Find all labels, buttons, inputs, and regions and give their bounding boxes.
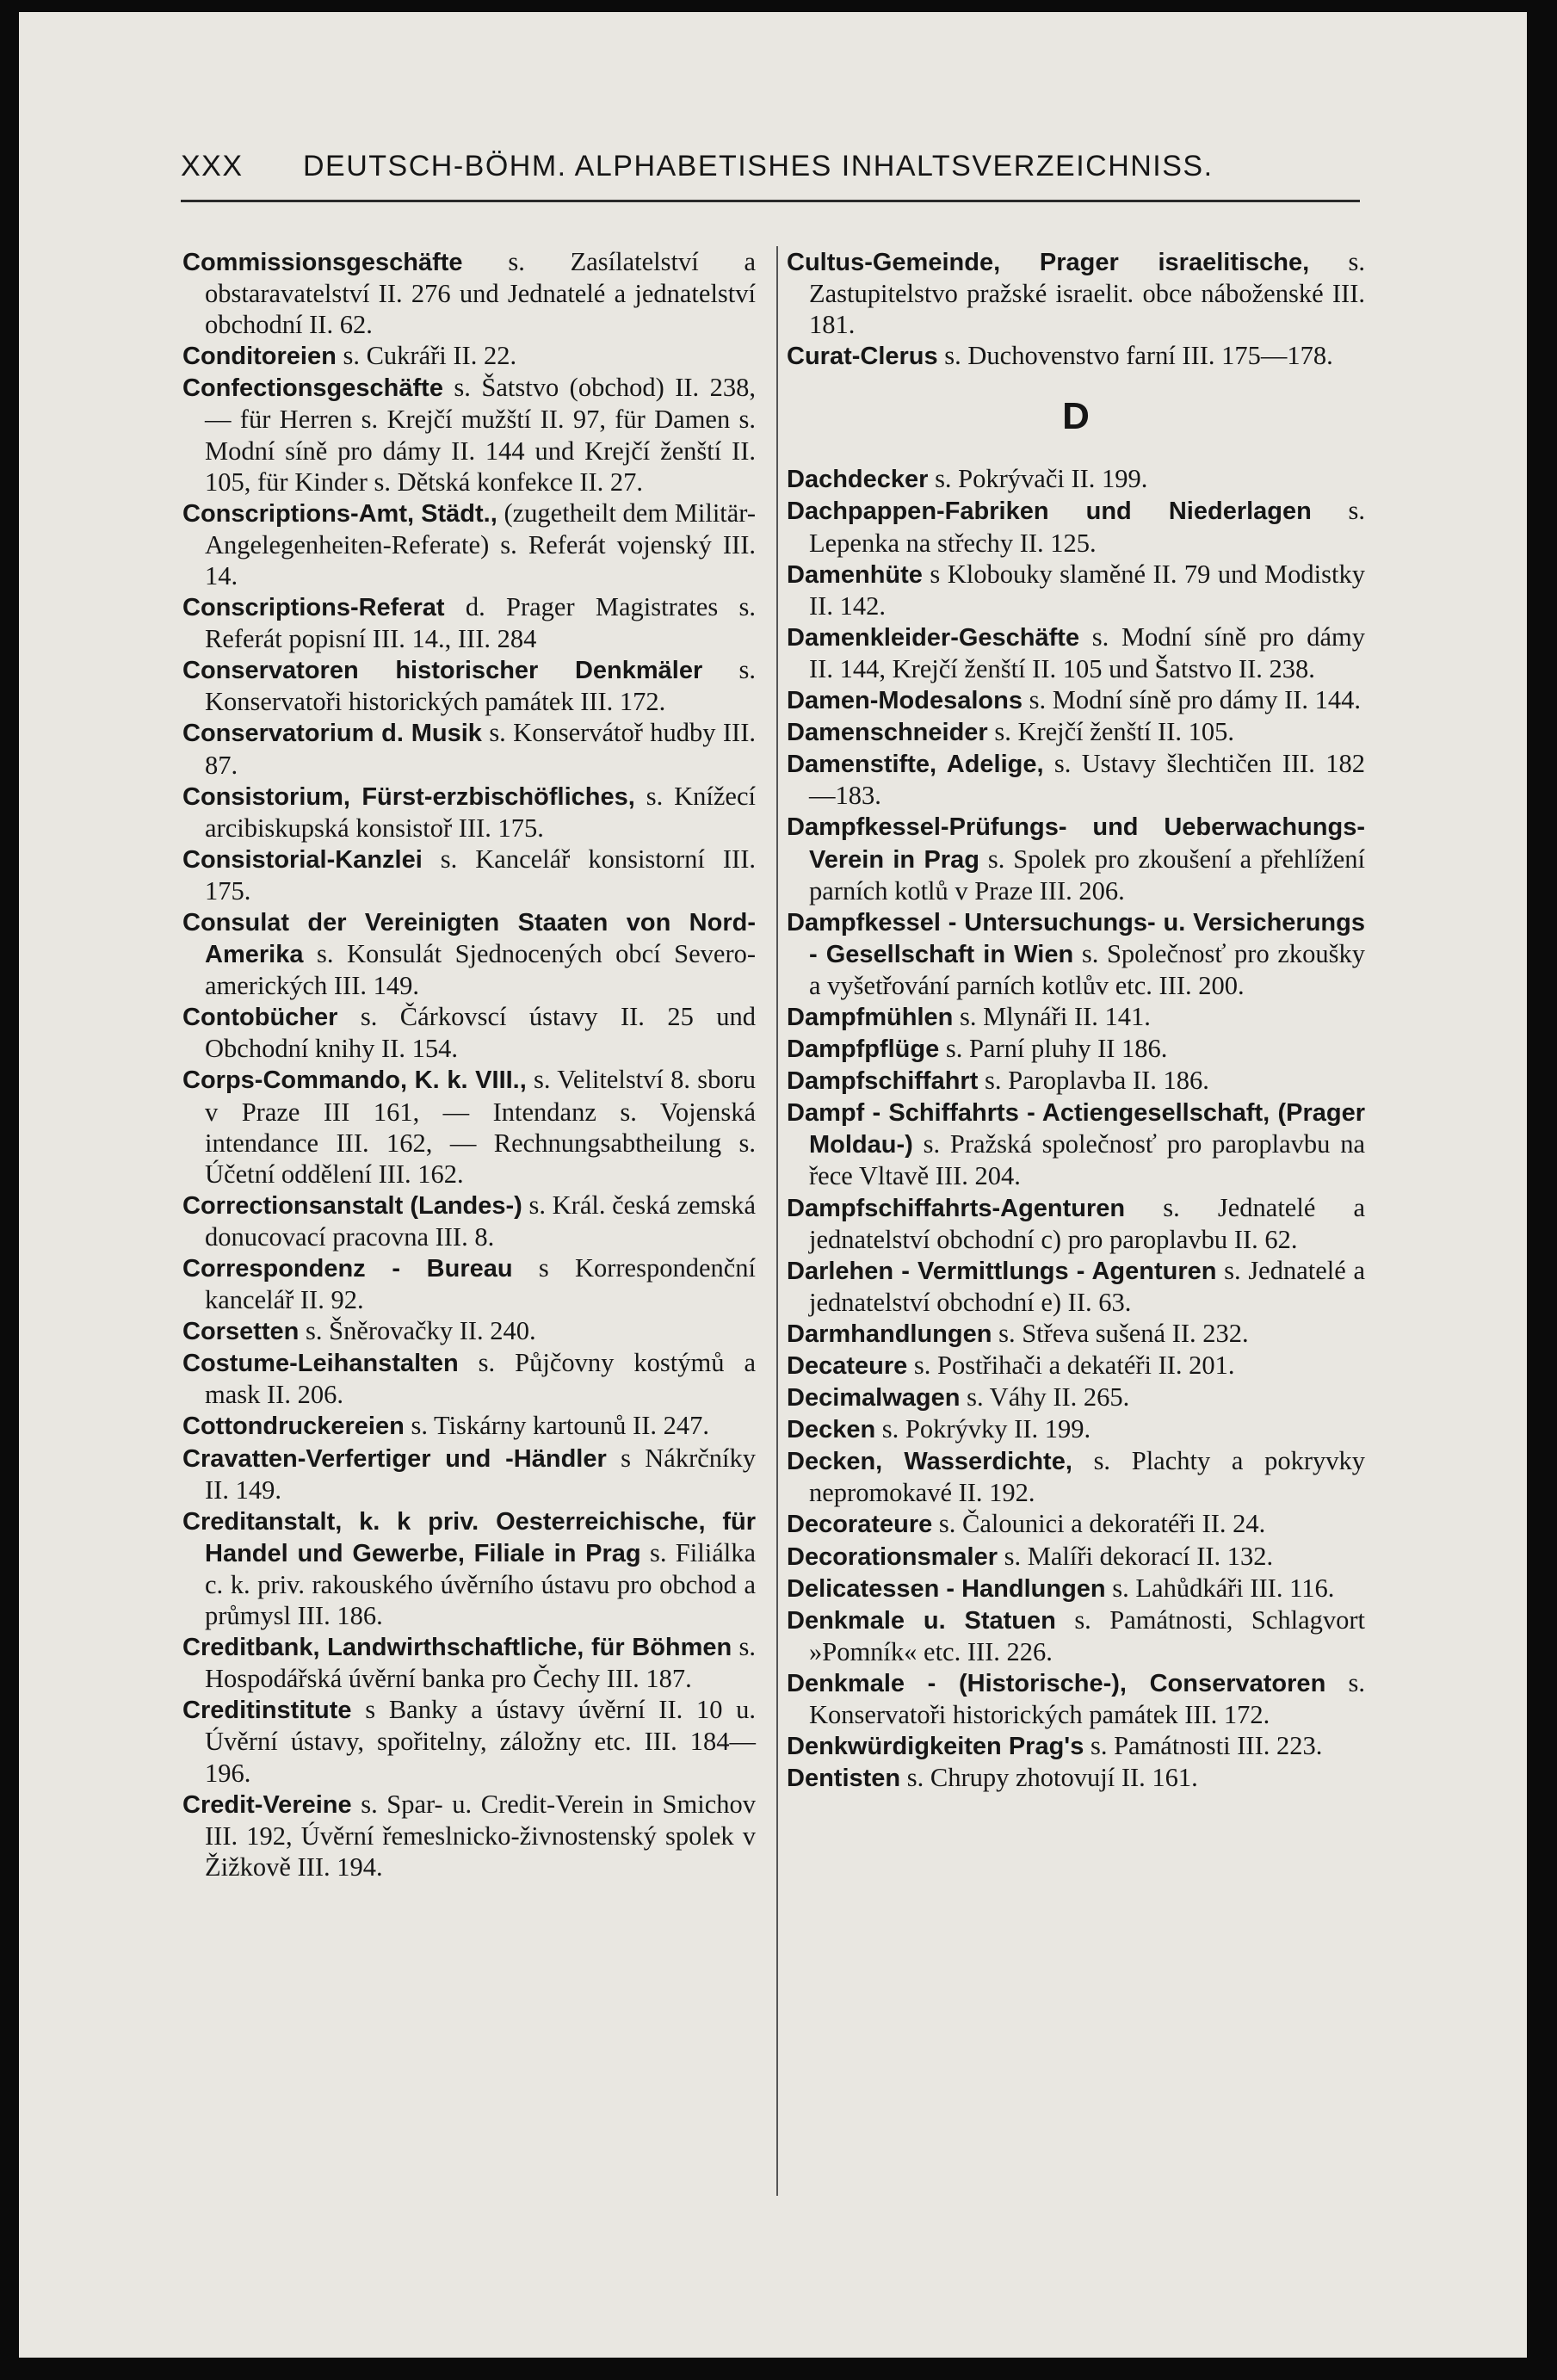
entry-term: Conservatorium d. Musik [182,720,482,748]
entry-reference: s. Váhy II. 265. [967,1382,1130,1413]
entry-term: Credit-Vereine [182,1790,352,1819]
entry-term: Cottondruckereien [182,1413,405,1441]
left-column [182,246,756,1882]
entry-term: Denkmale u. Statuen [787,1606,1056,1635]
column-divider [776,246,778,2196]
entry-reference: s. Jednatelé a jednatelství obchodní c) pro paroplavbu II. 62. [809,1192,1366,1254]
entry-reference: s. Král. česká zemská donucovací pracovna III. 8. [205,1190,756,1252]
index-entry [787,1508,1365,1540]
index-entry [787,906,1365,1001]
entry-term: Delicatessen - Handlungen [787,1574,1106,1603]
entry-term: Dachpappen-Fabriken und Niederlagen [787,498,1312,526]
entry-reference: s. Konservatoři historických památek III. 172. [205,655,756,717]
entry-reference: s Banky a ústavy úvěrní II. 10 u. Úvěrní ústavy, spořitelny, záložny etc. III. 184—196. [205,1695,757,1788]
index-entry [787,1667,1365,1730]
entry-reference: s. Střeva sušená II. 232. [998,1318,1249,1348]
entry-term: Commissionsgeschäfte [182,249,463,276]
entry-term: Dampfschiffahrt [787,1067,979,1096]
index-entry [787,1033,1365,1065]
entry-term: Dampfschiffahrts-Agenturen [787,1194,1126,1222]
entry-reference: s. Konsulát Sjednocených obcí Severo-amerických III. 149. [205,939,757,1001]
index-entry [787,495,1365,558]
entry-reference: s Nákrčníky II. 149. [205,1443,756,1505]
index-entry [182,1505,756,1631]
entry-term: Damenhüte [787,560,923,589]
entry-term: Conservatoren historischer Denkmäler [182,657,703,685]
index-entry [182,1001,756,1064]
entry-reference: s. Konservátoř hudby III. 87. [205,718,756,780]
entry-reference: s. Krejčí ženští II. 105. [994,717,1234,747]
entry-reference: s. Paroplavba II. 186. [984,1066,1209,1096]
entry-term: Decorationsmaler [787,1542,998,1571]
index-entry [787,1001,1365,1033]
entry-term: Creditinstitute [182,1697,352,1725]
header-rule [181,200,1360,202]
entry-reference: s. Pokrývky II. 199. [881,1414,1091,1444]
index-entry [182,1190,756,1252]
entry-term: Decken, Wasserdichte, [787,1448,1072,1476]
index-entry [787,811,1365,906]
entry-reference: s. Parní pluhy II 186. [945,1034,1168,1064]
index-entry [182,1315,756,1347]
entry-reference: s. Hospodářská úvěrní banka pro Čechy III. 187. [205,1632,756,1694]
entry-term: Decken [787,1416,876,1444]
entry-reference: s. Duchovenstvo farní III. 175—178. [944,341,1333,371]
index-entry [787,716,1365,748]
index-entry [182,1789,756,1882]
entry-term: Curat-Clerus [787,343,938,371]
index-entry [182,844,756,906]
entry-term: Conscriptions-Referat [182,594,445,622]
entry-reference: s. Památnosti, Schlagvort »Pomník« etc. III. 226. [809,1604,1365,1666]
entry-reference: s. Jednatelé a jednatelství obchodní e) II. 63. [809,1255,1366,1317]
entry-reference: s. Šněrovačky II. 240. [305,1316,536,1346]
entry-term: Correspondenz - Bureau [182,1255,513,1283]
entry-reference: s. Společnosť pro zkoušky a vyšetřování parních kotlův etc. III. 200. [809,938,1365,1000]
index-entry [182,1064,756,1189]
index-entry [182,1694,756,1788]
entry-term: Decimalwagen [787,1384,961,1413]
index-entry [787,1573,1365,1604]
entry-term: Correctionsanstalt (Landes-) [182,1191,522,1220]
index-entry [182,246,756,340]
index-entry [182,1410,756,1442]
entry-term: Decorateure [787,1511,933,1539]
index-entry [787,1097,1365,1191]
entry-reference: s. Lepenka na střechy II. 125. [809,496,1365,558]
entry-reference: s. Mlynáři II. 141. [959,1001,1151,1031]
entry-reference: s. Postřihači a dekatéři II. 201. [913,1351,1235,1380]
index-entry [787,463,1365,495]
index-entry [182,340,756,372]
page-number: XXX [181,150,244,182]
entry-reference: s. Velitelství 8. sboru v Praze III 161, — Intendanz s. Vojenská intendance III. 162, — Rechnungsabtheilung s. Účetní oddělení III. 162. [205,1065,756,1189]
entry-reference: s. Lahůdkáři III. 116. [1112,1573,1335,1603]
index-entry [787,1065,1365,1097]
index-entry [182,591,756,654]
entry-term: Consistorium, Fürst-erzbischöfliches, [182,782,635,811]
index-entry [787,621,1365,684]
entry-term: Conscriptions-Amt, Städt., [182,499,497,528]
entry-reference: s. Modní síně pro dámy II. 144, Krejčí ženští II. 105 und Šatstvo II. 238. [809,621,1365,683]
index-entry [182,1252,756,1315]
index-entry [787,1382,1365,1413]
index-entry [182,498,756,591]
entry-term: Damenschneider [787,719,988,747]
entry-term: Contobücher [182,1004,338,1032]
entry-term: Costume-Leihanstalten [182,1350,459,1378]
index-entry [787,1604,1365,1667]
entry-term: Corps-Commando, K. k. VIII., [182,1066,527,1095]
index-entry [787,1255,1365,1318]
index-entry [787,1730,1365,1762]
entry-reference: s. Tiskárny kartounů II. 247. [411,1411,709,1441]
entry-reference: d. Prager Magistrates s. Referát popisní III. 14., III. 284 [205,592,756,654]
entry-reference: s. Spolek pro zkoušení a přehlížení parních kotlů v Praze III. 206. [809,844,1366,906]
entry-reference: s. Ustavy šlechtičen III. 182—183. [809,749,1366,811]
entry-reference: s Korrespondenční kancelář II. 92. [205,1253,757,1315]
entry-term: Darmhandlungen [787,1320,992,1348]
index-entry [182,654,756,717]
entry-term: Denkmale - (Historische-), Conservatoren [787,1669,1326,1697]
entry-term: Damen-Modesalons [787,687,1023,715]
index-entry [787,1445,1365,1508]
entry-term: Creditanstalt, k. k priv. Oesterreichische, für Handel und Gewerbe, Filiale in Prag [182,1507,756,1567]
index-entry [787,1541,1365,1573]
entry-reference: s. Filiálka c. k. priv. rakouského úvěrního ústavu pro obchod a průmysl III. 186. [205,1537,756,1631]
section-letter: D [1062,395,1090,438]
index-entry [787,1350,1365,1382]
index-entry [182,906,756,1001]
entry-term: Damenstifte, Adelige, [787,751,1044,779]
entry-reference: s. Chrupy zhotovují II. 161. [906,1763,1198,1793]
right-column-top [787,246,1365,372]
entry-term: Dampf - Schiffahrts - Actiengesellschaft, (Prager Moldau-) [787,1099,1365,1159]
entry-term: Cravatten-Verfertiger und -Händler [182,1444,607,1473]
entry-reference: s. Cukráři II. 22. [343,341,517,371]
entry-term: Creditbank, Landwirthschaftliche, für Böhmen [182,1634,732,1662]
index-entry [182,717,756,780]
index-entry [182,1443,756,1505]
index-entry [787,559,1365,621]
right-column-entries [787,463,1365,1794]
entry-term: Dachdecker [787,466,929,494]
entry-reference: s. Pražská společnosť pro paroplavbu na řece Vltavě III. 204. [809,1129,1365,1191]
page-header [181,141,1360,193]
entry-reference: s. Zasílatelství a obstaravatelství II. 276 und Jednatelé a jednatelství obchodní II. 62. [205,247,756,340]
entry-reference: s. Plachty a pokryvky nepromokavé II. 192. [809,1446,1365,1508]
entry-reference: s. Modní síně pro dámy II. 144. [1029,685,1362,715]
index-entry [787,246,1365,340]
entry-term: Denkwürdigkeiten Prag's [787,1733,1084,1761]
entry-term: Confectionsgeschäfte [182,374,443,403]
entry-reference: s. Šatstvo (obchod) II. 238, — für Herren s. Krejčí mužští II. 97, für Damen s. Modní síně pro dámy II. 144 und Krejčí ženští II. 105, für Kinder s. Dětská konfekce II. 27. [205,373,756,497]
entry-term: Consistorial-Kanzlei [182,845,423,874]
entry-term: Darlehen - Vermittlungs - Agenturen [787,1257,1217,1285]
index-entry [182,372,756,497]
entry-reference: s. Konservatoři historických památek III. 172. [809,1667,1366,1730]
entry-reference: s. Čalounici a dekoratéři II. 24. [938,1509,1266,1539]
index-entry [182,1631,756,1694]
index-entry [787,1413,1365,1445]
running-title: DEUTSCH-BÖHM. ALPHABETISHES INHALTSVERZEICHNISS. [303,150,1214,182]
entry-reference: s. Pokrývači II. 199. [935,464,1148,494]
entry-reference: s Klobouky slaměné II. 79 und Modistky II. 142. [809,559,1365,621]
index-entry [787,1318,1365,1350]
entry-term: Dampfpflüge [787,1035,940,1064]
book-page [19,12,1527,2358]
entry-term: Cultus-Gemeinde, Prager israelitische, [787,249,1310,276]
index-entry [787,1192,1365,1255]
entry-reference: (zugetheilt dem Militär-Angelegenheiten-Referate) s. Referát vojenský III. 14. [205,498,757,590]
index-entry [182,781,756,844]
index-entry [787,340,1365,372]
entry-term: Damenkleider-Geschäfte [787,623,1080,652]
entry-term: Dampfkessel - Untersuchungs- u. Versicherungs - Gesellschaft in Wien [787,908,1365,968]
index-entry [182,1347,756,1410]
entry-reference: s. Knížecí arcibiskupská konsistoř III. 175. [205,781,756,843]
index-entry [787,1762,1365,1794]
entry-term: Conditoreien [182,343,337,371]
entry-reference: s. Malíři dekorací II. 132. [1004,1541,1274,1571]
entry-reference: s. Spar- u. Credit-Verein in Smichov III. 192, Úvěrní řemeslnicko-živnostenský spolek v Žižkově III. 194. [205,1789,756,1882]
entry-term: Dampfmühlen [787,1003,954,1031]
entry-term: Dentisten [787,1765,901,1793]
index-entry [787,748,1365,811]
entry-reference: s. Půjčovny kostýmů a mask II. 206. [205,1348,756,1410]
entry-term: Decateure [787,1352,908,1380]
entry-term: Dampfkessel-Prüfungs- und Ueberwachungs-Verein in Prag [787,813,1365,874]
right-column [787,246,1365,1794]
entry-reference: s. Čárkovscí ústavy II. 25 und Obchodní knihy II. 154. [205,1002,757,1064]
entry-term: Corsetten [182,1318,300,1346]
entry-term: Consulat der Vereinigten Staaten von Nord-Amerika [182,908,756,969]
entry-reference: s. Památnosti III. 223. [1090,1731,1323,1761]
index-entry [787,684,1365,716]
entry-reference: s. Zastupitelstvo pražské israelit. obce náboženské III. 181. [809,247,1365,340]
entry-reference: s. Kancelář konsistorní III. 175. [205,844,756,906]
